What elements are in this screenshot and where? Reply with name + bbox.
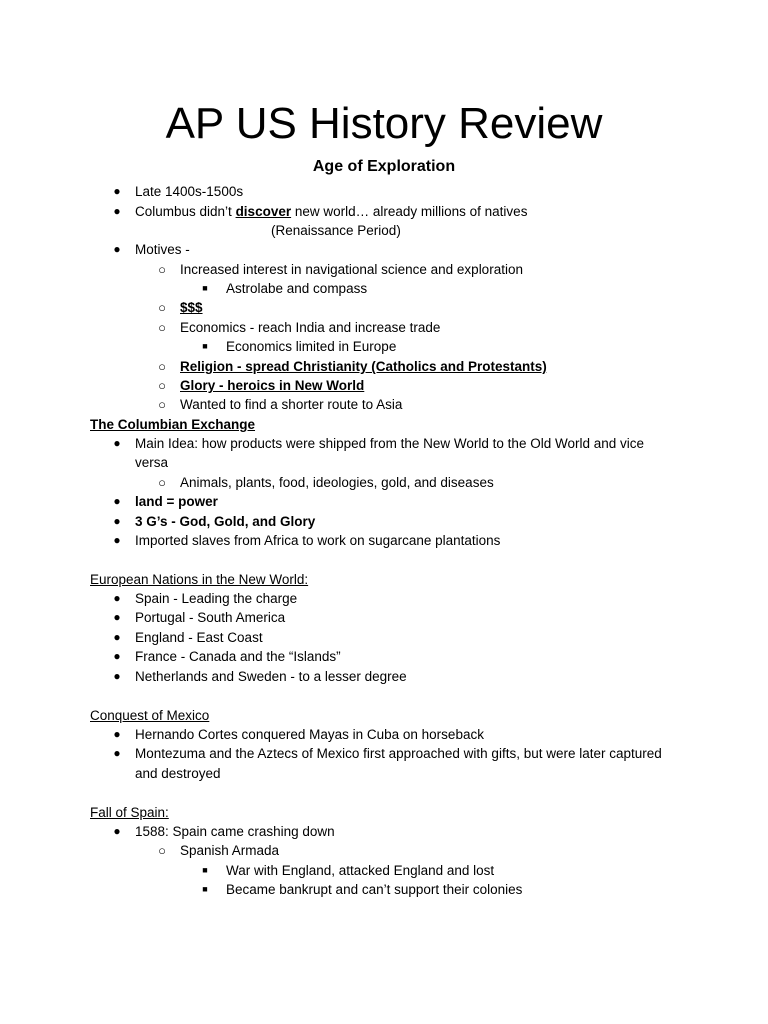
bullet-icon: ● bbox=[113, 494, 121, 508]
bullet-icon: ● bbox=[113, 610, 121, 624]
section-heading-columbian-exchange: The Columbian Exchange bbox=[90, 417, 256, 432]
section-heading-fall-of-spain: Fall of Spain: bbox=[90, 805, 169, 820]
circle-bullet-icon: ○ bbox=[158, 843, 166, 858]
section-heading-conquest-of-mexico: Conquest of Mexico bbox=[90, 708, 210, 723]
list-item-continuation: and destroyed bbox=[135, 766, 221, 781]
bullet-icon: ● bbox=[113, 669, 121, 683]
bullet-icon: ● bbox=[113, 204, 121, 218]
circle-bullet-icon: ○ bbox=[158, 359, 166, 374]
bullet-icon: ● bbox=[113, 184, 121, 198]
circle-bullet-icon: ○ bbox=[158, 320, 166, 335]
bullet-icon: ● bbox=[113, 824, 121, 838]
square-bullet-icon: ■ bbox=[202, 283, 208, 293]
bullet-icon: ● bbox=[113, 242, 121, 256]
bullet-icon: ● bbox=[113, 746, 121, 760]
square-bullet-icon: ■ bbox=[202, 865, 208, 875]
bullet-icon: ● bbox=[113, 591, 121, 605]
circle-bullet-icon: ○ bbox=[158, 378, 166, 393]
bullet-icon: ● bbox=[113, 436, 121, 450]
list-item-continuation: (Renaissance Period) bbox=[271, 223, 401, 238]
bullet-icon: ● bbox=[113, 514, 121, 528]
square-bullet-icon: ■ bbox=[202, 884, 208, 894]
document-title: AP US History Review bbox=[165, 99, 603, 148]
circle-bullet-icon: ○ bbox=[158, 397, 166, 412]
circle-bullet-icon: ○ bbox=[158, 300, 166, 315]
section-heading-age-of-exploration: Age of Exploration bbox=[312, 158, 456, 175]
circle-bullet-icon: ○ bbox=[158, 475, 166, 490]
circle-bullet-icon: ○ bbox=[158, 262, 166, 277]
bullet-icon: ● bbox=[113, 727, 121, 741]
square-bullet-icon: ■ bbox=[202, 341, 208, 351]
bullet-icon: ● bbox=[113, 533, 121, 547]
bullet-icon: ● bbox=[113, 630, 121, 644]
bullet-icon: ● bbox=[113, 649, 121, 663]
list-item-continuation: versa bbox=[135, 455, 169, 470]
section-heading-european-nations: European Nations in the New World: bbox=[90, 572, 309, 587]
